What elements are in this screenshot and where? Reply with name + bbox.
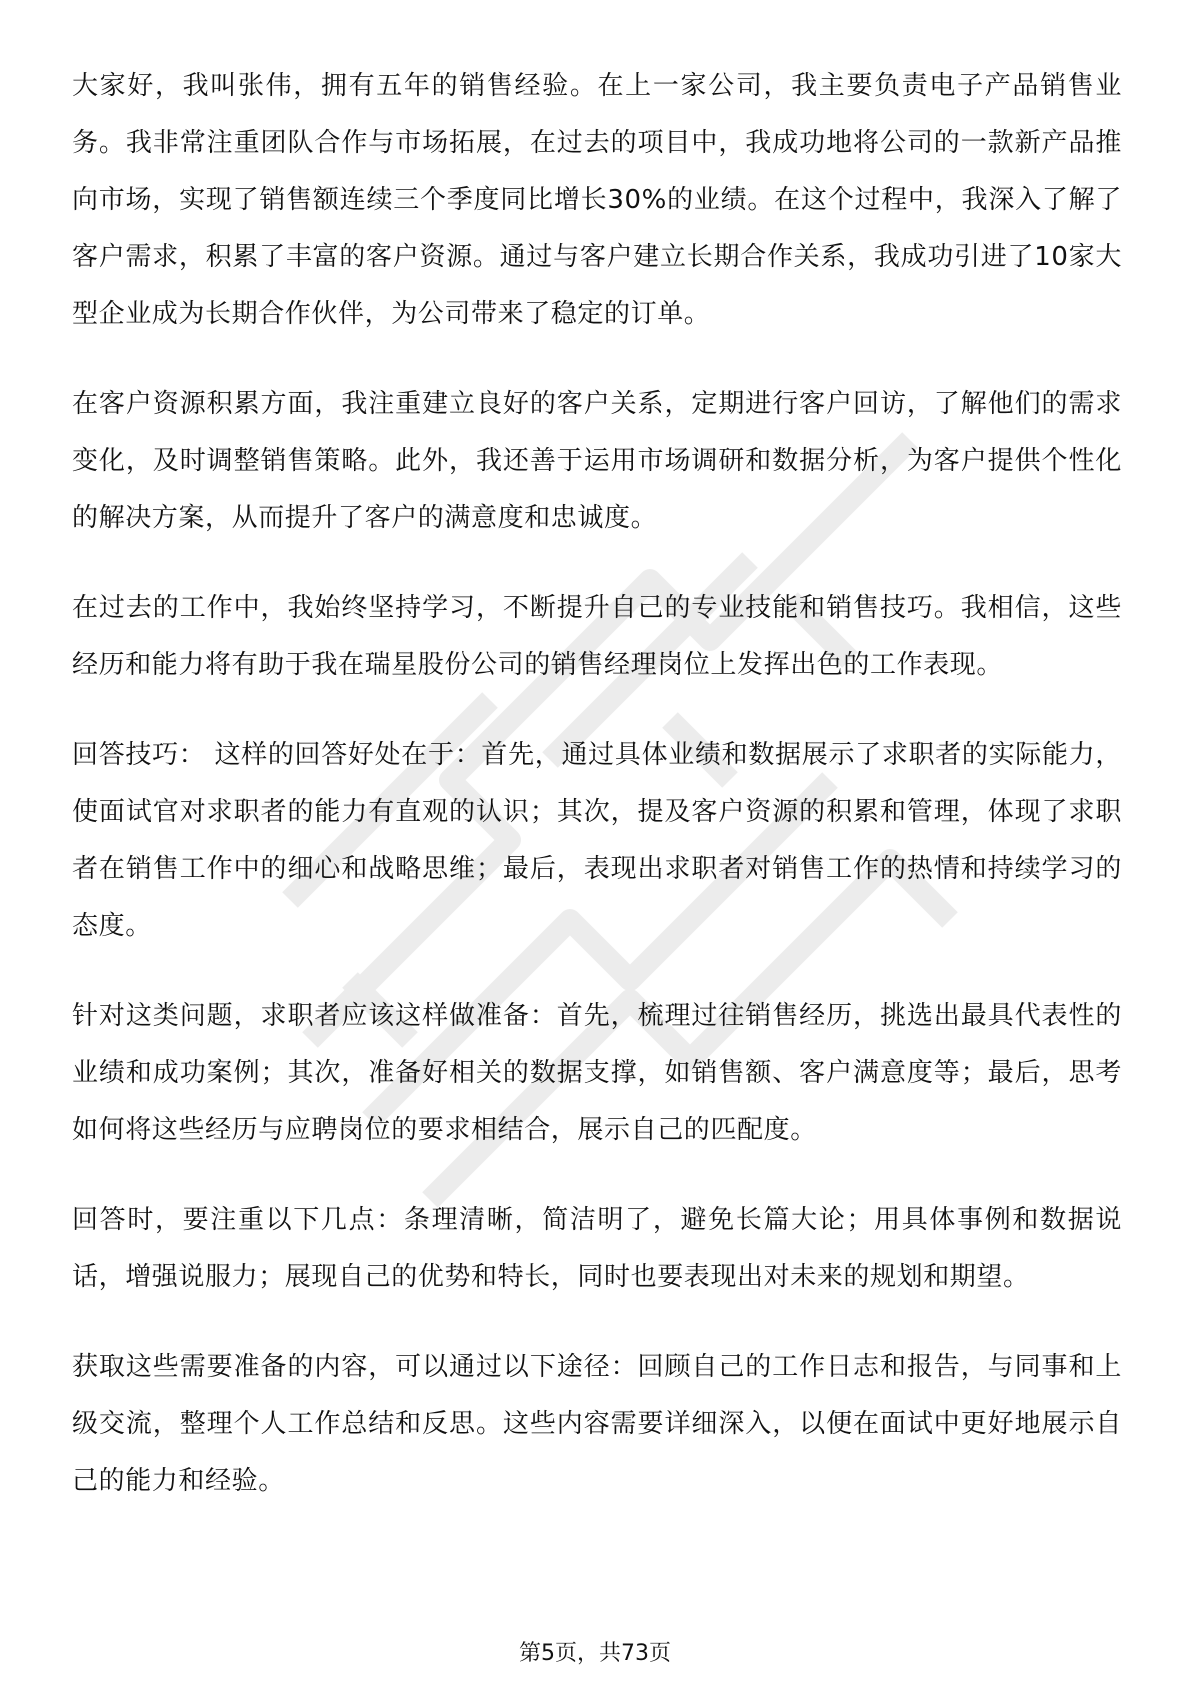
paragraph-intro: 大家好，我叫张伟，拥有五年的销售经验。在上一家公司，我主要负责电子产品销售业务。我非常注重团队合作与市场拓展，在过去的项目中，我成功地将公司的一款新产品推向市场，实现了销售额连续三个季度同比增长30%的业绩。在这个过程中，我深入了解了客户需求，积累了丰富的客户资源。通过与客户建立长期合作关系，我成功引进了10家大型企业成为长期合作伙伴，为公司带来了稳定的订单。 (72, 71, 1122, 329)
document-body (72, 58, 1122, 1543)
paragraph-answer-tips: 回答技巧： 这样的回答好处在于：首先，通过具体业绩和数据展示了求职者的实际能力，使面试官对求职者的能力有直观的认识；其次，提及客户资源的积累和管理，体现了求职者在销售工作中的细心和战略思维；最后，表现出求职者对销售工作的热情和持续学习的态度。 (72, 740, 1122, 941)
paragraph-customer-resources: 在客户资源积累方面，我注重建立良好的客户关系，定期进行客户回访，了解他们的需求变化，及时调整销售策略。此外，我还善于运用市场调研和数据分析，为客户提供个性化的解决方案，从而提升了客户的满意度和忠诚度。 (72, 389, 1122, 533)
paragraph-continuous-learning: 在过去的工作中，我始终坚持学习，不断提升自己的专业技能和销售技巧。我相信，这些经历和能力将有助于我在瑞星股份公司的销售经理岗位上发挥出色的工作表现。 (72, 593, 1122, 680)
paragraph-answer-points: 回答时，要注重以下几点：条理清晰，简洁明了，避免长篇大论；用具体事例和数据说话，增强说服力；展现自己的优势和特长，同时也要表现出对未来的规划和期望。 (72, 1205, 1122, 1292)
paragraph-preparation: 针对这类问题，求职者应该这样做准备：首先，梳理过往销售经历，挑选出最具代表性的业绩和成功案例；其次，准备好相关的数据支撑，如销售额、客户满意度等；最后，思考如何将这些经历与应聘岗位的要求相结合，展示自己的匹配度。 (72, 1001, 1122, 1145)
page-number-footer: 第5页，共73页 (519, 1641, 671, 1666)
paragraph-sources: 获取这些需要准备的内容，可以通过以下途径：回顾自己的工作日志和报告，与同事和上级交流，整理个人工作总结和反思。这些内容需要详细深入，以便在面试中更好地展示自己的能力和经验。 (72, 1352, 1122, 1496)
